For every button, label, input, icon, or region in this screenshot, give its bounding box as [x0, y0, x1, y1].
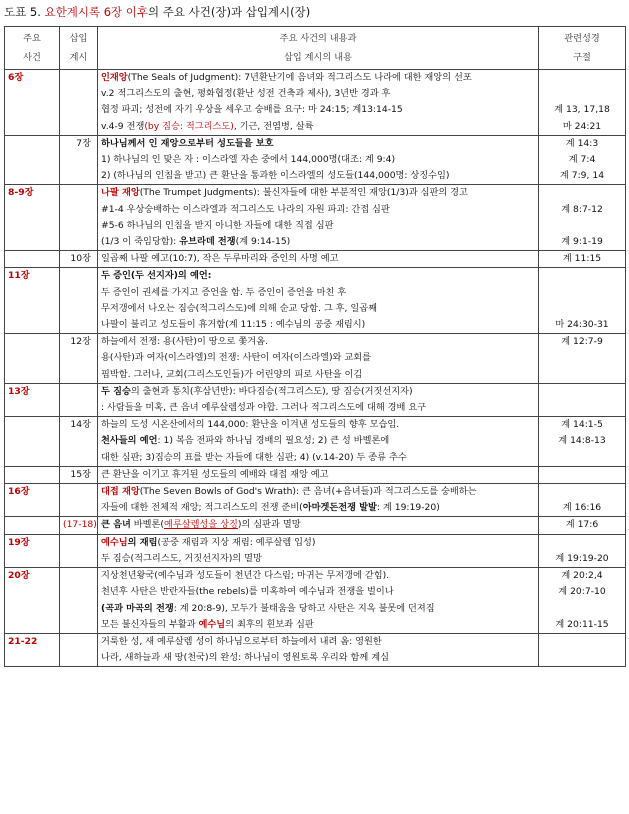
header-references: 관련성경 구절: [539, 27, 626, 70]
table-row: [5, 484, 626, 517]
table-row: [5, 334, 626, 384]
reference-cell: 계 13, 17,18 마 24:21: [539, 70, 626, 136]
content-cell: 일곱째 나팔 예고(10:7), 작은 두루마리와 증인의 사명 예고: [98, 251, 539, 268]
table-row: [5, 517, 626, 534]
insertion-cell: 7장: [60, 135, 98, 185]
header-main-event: 주요 사건: [5, 27, 60, 70]
table-row: [5, 251, 626, 268]
events-table: [4, 26, 626, 667]
content-cell: 큰 환난을 이기고 휴거된 성도들의 예배와 대접 재앙 예고: [98, 466, 539, 483]
insertion-cell: 15장: [60, 466, 98, 483]
page-title: 도표 5. 요한계시록 6장 이후의 주요 사건(장)과 삽입계시(장): [4, 5, 311, 19]
reference-cell: 계 8:7-12 계 9:1-19: [539, 185, 626, 251]
content-cell: 두 짐승의 출현과 통치(후삼년반): 바다짐승(적그리스도), 땅 짐승(거짓선지자) : 사람들을 미혹, 큰 음녀 예루살렘성과 야합. 그러나 적그리스도에 대해 경배 요구: [98, 383, 539, 416]
chapter-cell: 21-22: [5, 633, 60, 666]
table-row: [5, 70, 626, 136]
chapter-cell: 16장: [5, 484, 60, 517]
content-cell: 하늘에서 전쟁: 용(사탄)이 땅으로 쫓겨옴. 용(사탄)과 여자(이스라엘)의 전쟁: 사탄이 여자(이스라엘)와 교회를 핍박함. 그러나, 교회(그리스도인들)가 어린양의 피로 사탄을 이김: [98, 334, 539, 384]
table-row: [5, 135, 626, 185]
reference-cell: 계 17:6: [539, 517, 626, 534]
reference-cell: 계 14:1-5 계 14:8-13: [539, 417, 626, 467]
table-row: [5, 383, 626, 416]
reference-cell: 마 24:30-31: [539, 268, 626, 334]
insertion-cell: 10장: [60, 251, 98, 268]
content-cell: 두 증인(두 선지자)의 예언: 두 증인이 권세를 가지고 증언을 함. 두 증인이 증언을 마친 후 무저갱에서 나오는 짐승(적그리스도)에 의해 순교 당함. 그 후, 일곱째 나팔이 불리고 성도들이 휴거함(계 11:15 : 예수님의 공중 재림시): [98, 268, 539, 334]
header-content: 주요 사건의 내용과 삽입 계시의 내용: [98, 27, 539, 70]
content-cell: 나팔 재앙(The Trumpet Judgments): 불신자들에 대한 부분적인 재앙(1/3)과 심판의 경고 #1-4 우상숭배하는 이스라엘과 적그리스도 나라의 자원 파괴: 간접 심판 #5-6 하나님의 인침을 받지 아니한 자들에 대한 직접 심판 (1/3 이 죽임당함): 유브라데 전쟁(계 9:14-15): [98, 185, 539, 251]
content-cell: 큰 음녀 바벨론(예루살렘성을 상징)의 심판과 멸망: [98, 517, 539, 534]
reference-cell: 계 11:15: [539, 251, 626, 268]
content-cell: 지상천년왕국(예수님과 성도들이 천년간 다스림; 마귀는 무저갱에 갇힘). 천년후 사탄은 반란자들(the rebels)를 미혹하여 예수님과 전쟁을 벌이나 (곡과 마곡의 전쟁: 계 20:8-9), 모두가 불태움을 당하고 사탄은 지옥 불못에 던져짐 모든 불신자들의 부활과 예수님의 최후의 흰보좌 심판: [98, 568, 539, 634]
chapter-cell: 13장: [5, 383, 60, 416]
insertion-cell: 14장: [60, 417, 98, 467]
reference-cell: 계 16:16: [539, 484, 626, 517]
reference-cell: 계 19:19-20: [539, 534, 626, 567]
chapter-cell: 6장: [5, 70, 60, 136]
chapter-cell: 19장: [5, 534, 60, 567]
table-row: [5, 417, 626, 467]
content-cell: 대접 재앙(The Seven Bowls of God's Wrath): 큰 음녀(+음녀들)과 적그리스도를 숭배하는 자들에 대한 전체적 재앙; 적그리스도의 전쟁 준비(아마겟돈전쟁 발발: 계 19:19-20): [98, 484, 539, 517]
header-insertion: 삽입 계시: [60, 27, 98, 70]
content-cell: 하늘의 도성 시온산에서의 144,000: 환난을 이겨낸 성도들의 향후 모습임. 천사들의 예언: 1) 복음 전파와 하나님 경배의 필요성; 2) 큰 성 바벨론에 대한 심판; 3)짐승의 표를 받는 자들에 대한 심판; 4) (v.14-20) 두 종류 추수: [98, 417, 539, 467]
reference-cell: 계 20:2,4 계 20:7-10 계 20:11-15: [539, 568, 626, 634]
content-cell: 하나님께서 인 재앙으로부터 성도들을 보호 1) 하나님의 인 맞은 자 : 이스라엘 자손 중에서 144,000명(대조: 계 9:4) 2) (하나님의 인침을 받고) 큰 환난을 통과한 이스라엘의 성도들(144,000명: 상징수임): [98, 135, 539, 185]
chapter-cell: 8-9장: [5, 185, 60, 251]
reference-cell: 계 14:3 계 7:4 계 7:9, 14: [539, 135, 626, 185]
content-cell: 예수님의 재림(공중 재림과 지상 재림: 예루살렘 입성) 두 짐승(적그리스도, 거짓선지자)의 멸망: [98, 534, 539, 567]
table-row: [5, 185, 626, 251]
table-row: [5, 534, 626, 567]
table-row: [5, 568, 626, 634]
content-cell: 거룩한 성, 새 예루살렘 성이 하나님으로부터 하늘에서 내려 옴: 영원한 나라, 새하늘과 새 땅(천국)의 완성: 하나님이 영원토록 우리와 함께 계심: [98, 633, 539, 666]
content-cell: 인재앙(The Seals of Judgment): 7년환난기에 음녀와 적그리스도 나라에 대한 재앙의 선포 v.2 적그리스도의 출현, 평화협정(환난 성전 건축과 제사), 3년반 경과 후 협정 파괴; 성전에 자기 우상을 세우고 숭배를 요구: 마 24:15; 계13:14-15 v.4-9 전쟁(by 짐승: 적그리스도), 기근, 전염병, 살륙: [98, 70, 539, 136]
insertion-cell: 12장: [60, 334, 98, 384]
table-header-row: [5, 27, 626, 70]
table-row: [5, 268, 626, 334]
reference-cell: 계 12:7-9: [539, 334, 626, 384]
table-row: [5, 633, 626, 666]
chapter-cell: 20장: [5, 568, 60, 634]
chapter-cell: 11장: [5, 268, 60, 334]
table-row: [5, 466, 626, 483]
insertion-cell: (17-18): [60, 517, 98, 534]
